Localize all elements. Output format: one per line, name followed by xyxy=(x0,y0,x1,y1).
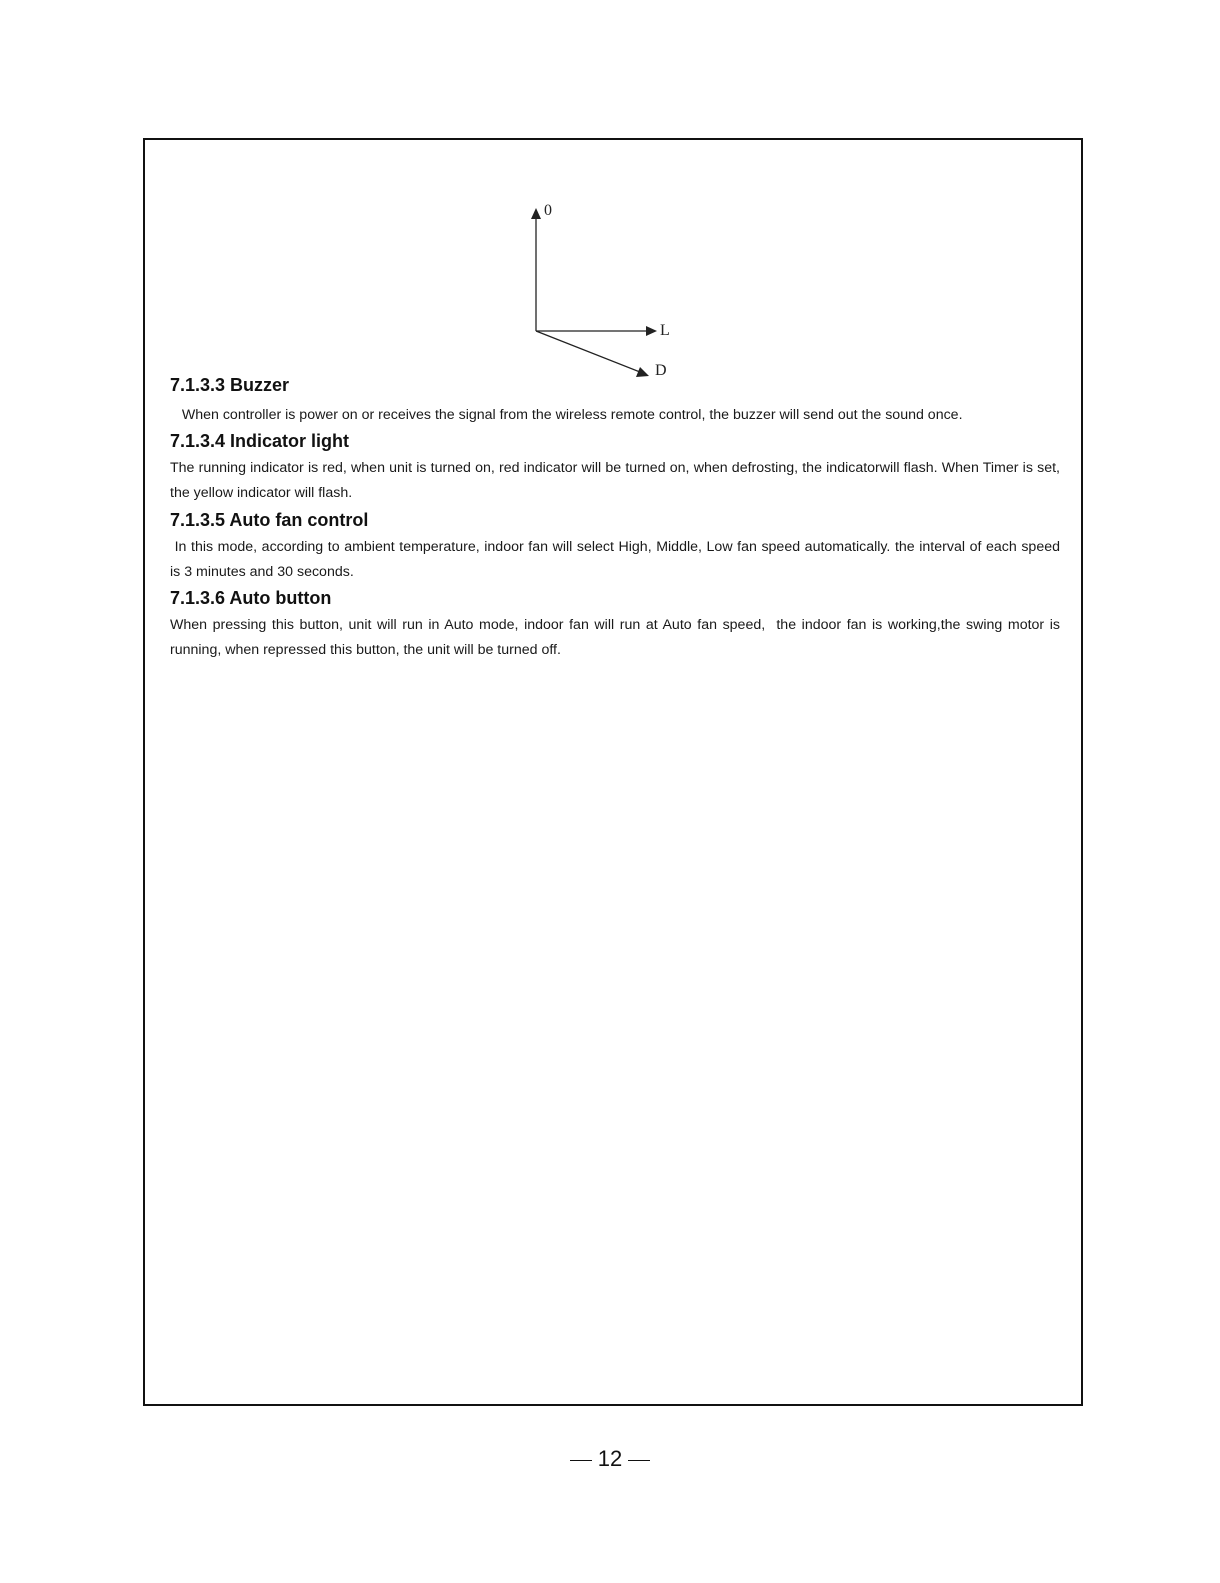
page-number-footer xyxy=(0,1446,1220,1472)
axis-down-line xyxy=(536,331,640,372)
axis-label-down: D xyxy=(655,362,667,379)
page-number: 12 xyxy=(597,1446,623,1471)
section-heading-auto-fan-control: 7.1.3.5 Auto fan control xyxy=(170,510,369,530)
dash-right-icon xyxy=(628,1460,650,1461)
section-body-indicator-light: The running indicator is red, when unit is turned on, red indicator will be turned on, when defrosting, the indicatorwill flash. When Timer is set, the yellow indicator will flash. xyxy=(170,460,1060,501)
arrow-down-right-icon xyxy=(636,367,649,377)
section-heading-indicator-light: 7.1.3.4 Indicator light xyxy=(170,431,350,451)
swing-direction-diagram xyxy=(510,195,690,390)
section-body-buzzer: When controller is power on or receives the signal from the wireless remote control, the buzzer will send out the sound once. xyxy=(170,407,963,423)
axis-label-up: 0 xyxy=(544,202,552,219)
section-heading-buzzer: 7.1.3.3 Buzzer xyxy=(170,375,290,395)
dash-left-icon xyxy=(570,1460,592,1461)
section-heading-auto-button: 7.1.3.6 Auto button xyxy=(170,588,332,608)
section-body-auto-fan-control: In this mode, according to ambient temperature, indoor fan will select High, Middle, Low fan speed automatically. the interval of each speed is 3 minutes and 30 seconds. xyxy=(170,539,1064,580)
section-body-auto-button: When pressing this button, unit will run in Auto mode, indoor fan will run at Auto fan speed, the indoor fan is working,the swing motor is running, when repressed this button, the unit will be turned off. xyxy=(170,617,1064,658)
arrow-right-icon xyxy=(646,326,657,336)
axis-label-right: L xyxy=(660,322,670,339)
arrow-up-icon xyxy=(531,208,541,219)
